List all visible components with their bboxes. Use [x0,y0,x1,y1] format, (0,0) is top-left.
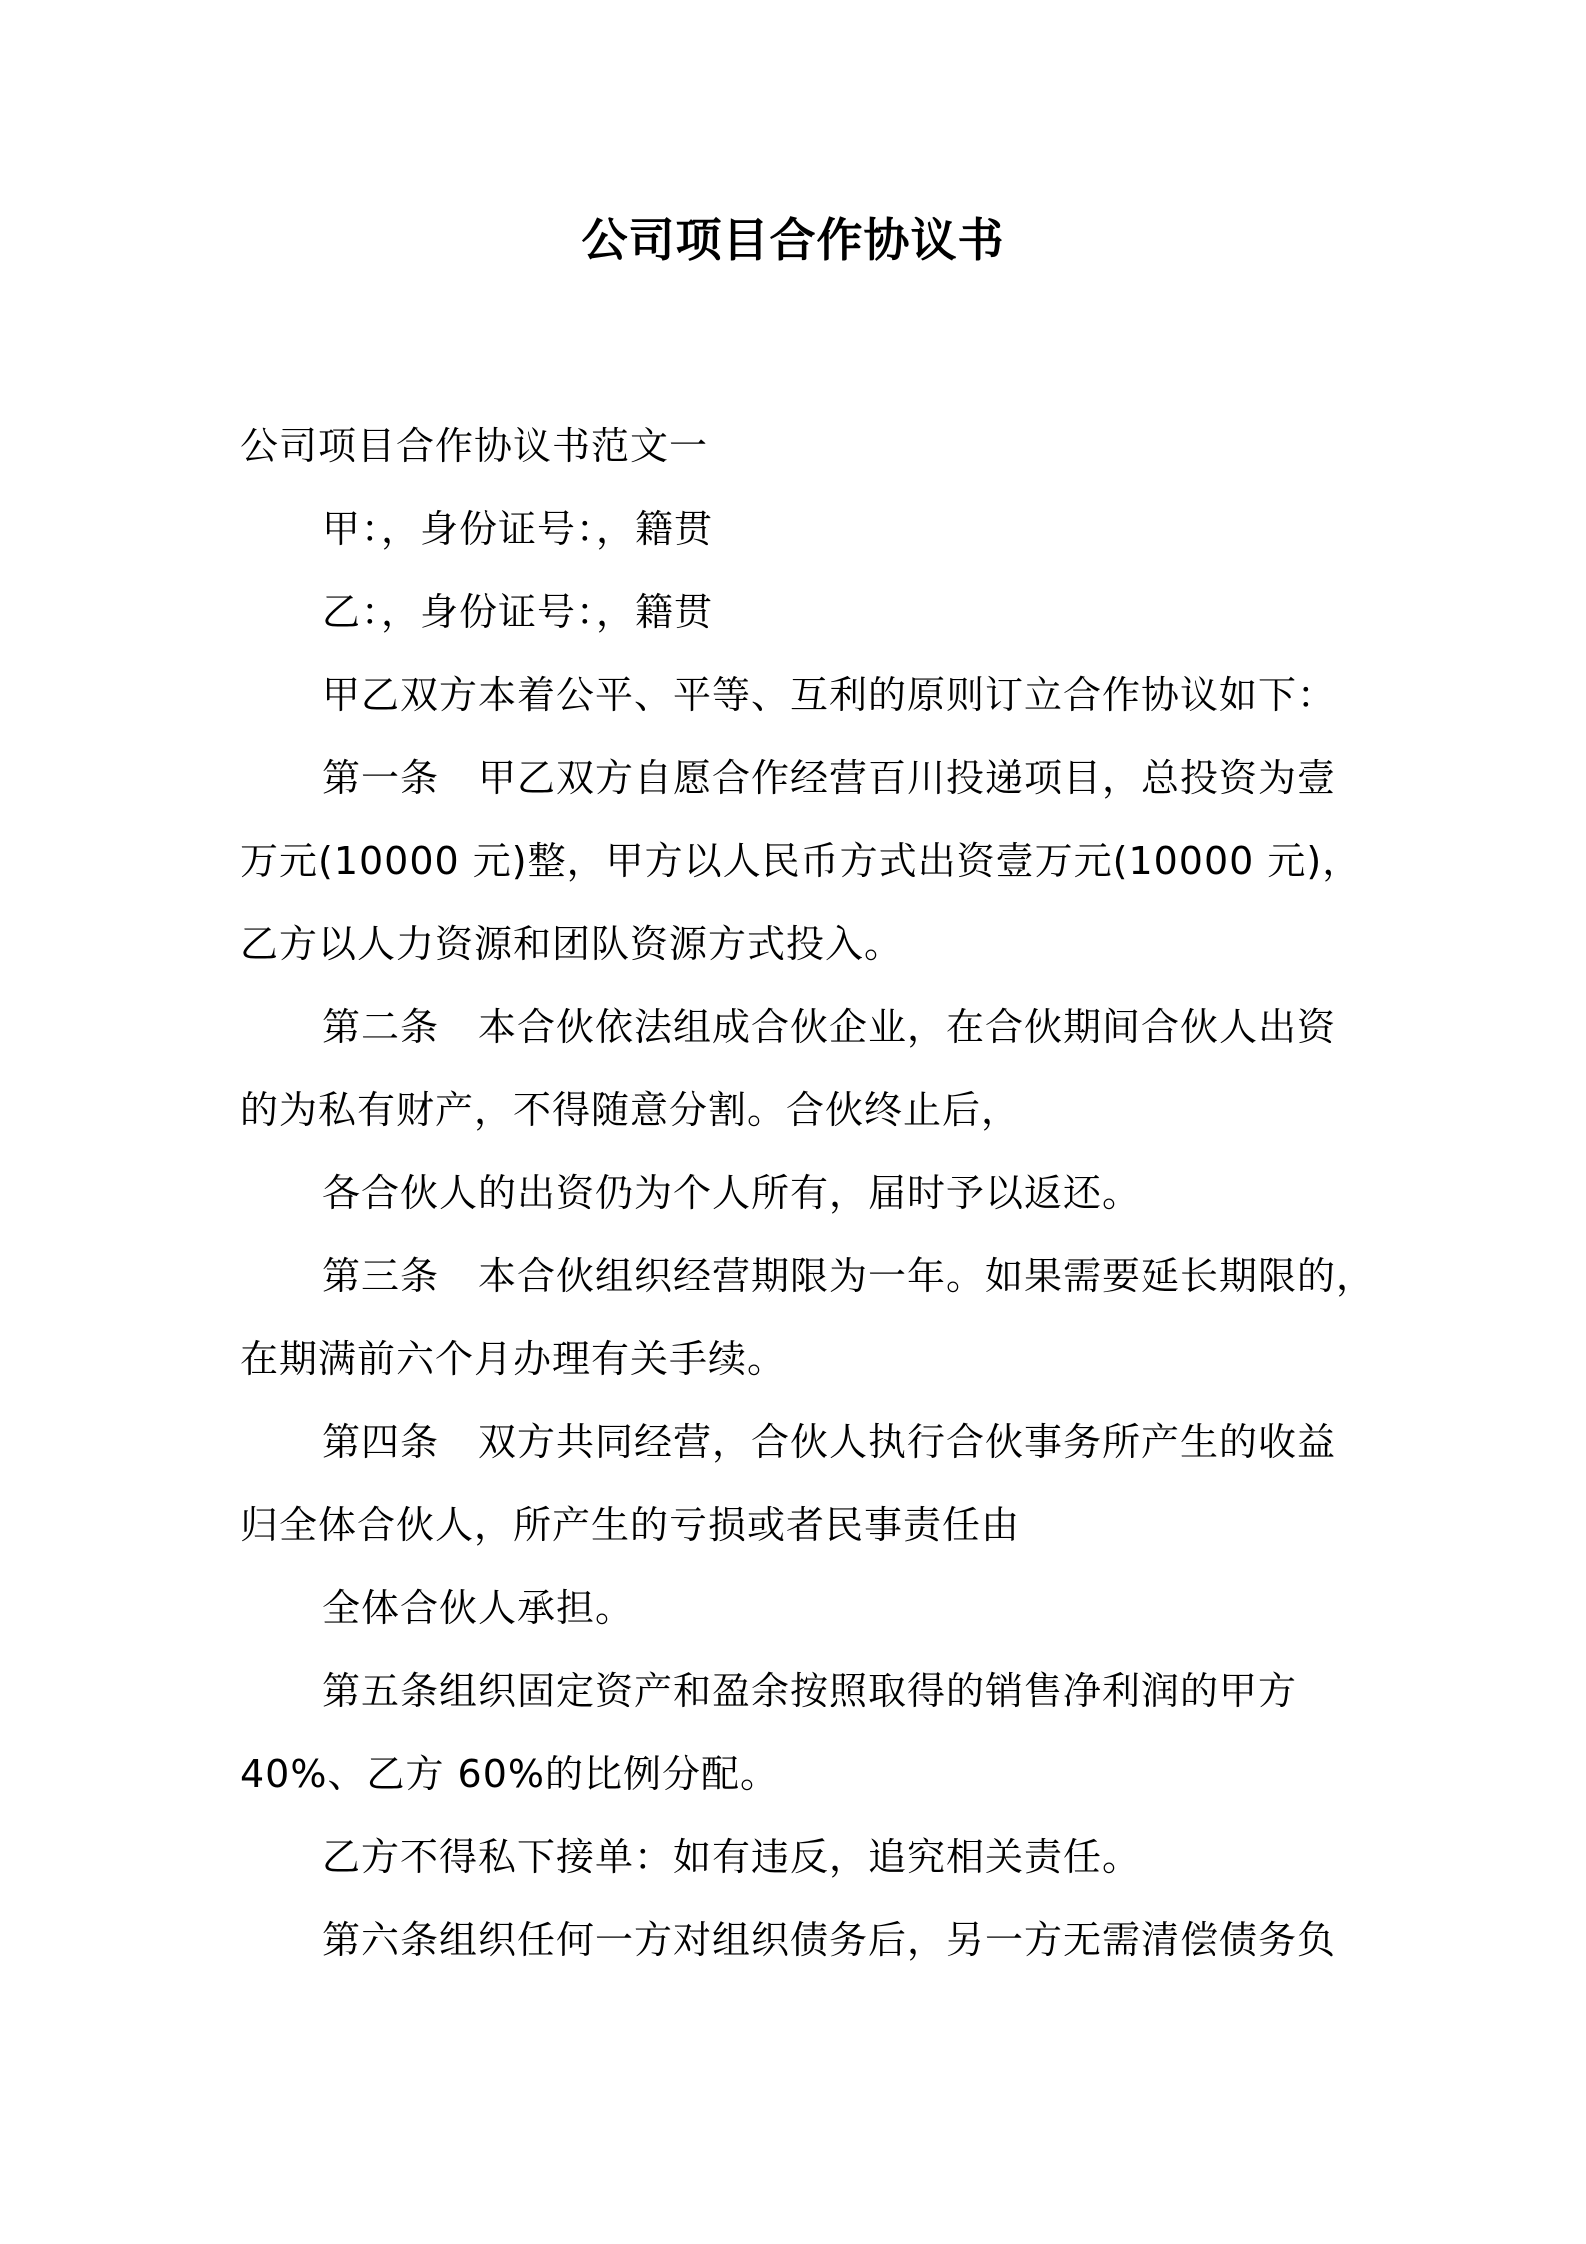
section-heading: 公司项目合作协议书范文一 [240,424,709,468]
article-1-line-2: 万元(10000 元)整，甲方以人民币方式出资壹万元(10000 元)， [240,839,1362,883]
article-5-line-2: 40%、乙方 60%的比例分配。 [240,1752,780,1796]
article-3-line-2: 在期满前六个月办理有关手续。 [240,1337,787,1381]
document-body [240,405,1376,1982]
article-5-note: 乙方不得私下接单：如有违反，追究相关责任。 [322,1835,1142,1879]
document-title: 公司项目合作协议书 [581,213,1005,267]
preamble-line: 甲乙双方本着公平、平等、互利的原则订立合作协议如下： [322,673,1337,717]
article-2-line-3: 各合伙人的出资仍为个人所有，届时予以返还。 [322,1171,1142,1215]
party-b-line: 乙：，身份证号：，籍贯 [322,590,714,634]
article-4-line-1: 第四条 双方共同经营，合伙人执行合伙事务所产生的收益 [322,1420,1337,1464]
party-a-line: 甲：，身份证号：，籍贯 [322,507,714,551]
article-4-line-2: 归全体合伙人，所产生的亏损或者民事责任由 [240,1503,1021,1547]
article-2-line-1: 第二条 本合伙依法组成合伙企业，在合伙期间合伙人出资 [322,1005,1337,1049]
article-6-line-1: 第六条组织任何一方对组织债务后，另一方无需清偿债务负 [322,1918,1337,1962]
article-2-line-2: 的为私有财产，不得随意分割。合伙终止后， [240,1088,1021,1132]
article-4-line-3: 全体合伙人承担。 [322,1586,635,1630]
article-1-line-3: 乙方以人力资源和团队资源方式投入。 [240,922,904,966]
article-3-line-1: 第三条 本合伙组织经营期限为一年。如果需要延长期限的， [322,1254,1376,1298]
article-5-line-1: 第五条组织固定资产和盈余按照取得的销售净利润的甲方 [322,1669,1298,1713]
article-1-line-1: 第一条 甲乙双方自愿合作经营百川投递项目，总投资为壹 [322,756,1337,800]
